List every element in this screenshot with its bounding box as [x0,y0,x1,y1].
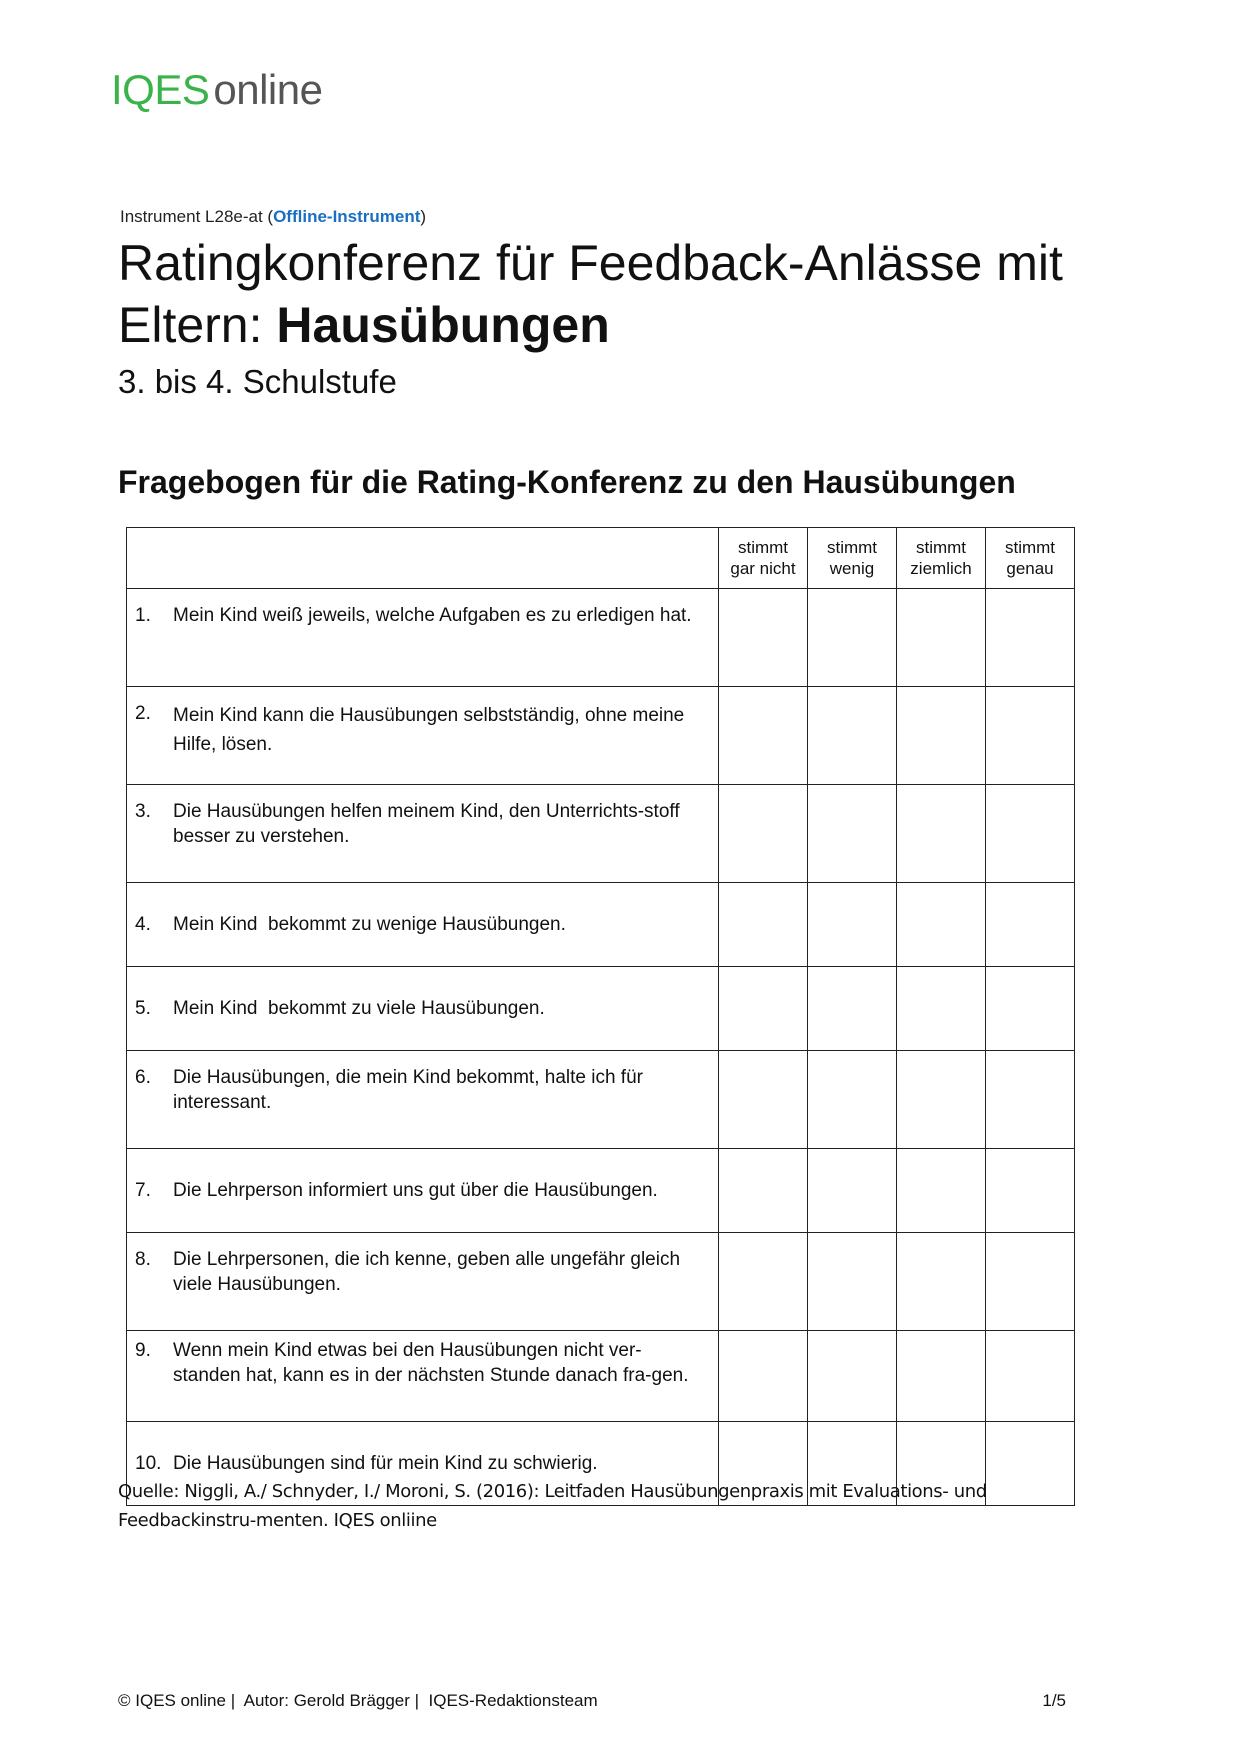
rating-cell-genau[interactable] [986,1149,1075,1233]
rating-cell-ziemlich[interactable] [897,883,986,967]
rating-cell-wenig[interactable] [808,1149,897,1233]
logo-iqes-text: IQES [111,66,210,113]
rating-cell-genau[interactable] [986,785,1075,883]
iqes-logo [111,66,322,114]
statement-cell [127,1051,719,1149]
rating-cell-wenig[interactable] [808,967,897,1051]
item-text: Die Hausübungen helfen meinem Kind, den Unterrichts-stoff besser zu verstehen. [173,801,680,847]
rating-cell-gar-nicht[interactable] [719,883,808,967]
table-row [127,1051,1075,1149]
rating-cell-wenig[interactable] [808,883,897,967]
rating-cell-gar-nicht[interactable] [719,1149,808,1233]
table-row [127,1233,1075,1331]
rating-table [126,527,1075,1506]
table-header-row [127,528,1075,589]
statement-cell [127,687,719,785]
rating-cell-wenig[interactable] [808,1331,897,1422]
rating-cell-gar-nicht[interactable] [719,1331,808,1422]
item-text: Die Hausübungen sind für mein Kind zu schwierig. [173,1453,598,1474]
title-line2-plain: Eltern: [118,297,277,353]
title-line1: Ratingkonferenz für Feedback-Anlässe mit [118,235,1063,291]
item-number: 5. [135,998,151,1019]
item-text: Wenn mein Kind etwas bei den Hausübungen nicht ver-standen hat, kann es in der nächsten Stunde danach fra-gen. [173,1340,689,1386]
rating-cell-wenig[interactable] [808,687,897,785]
rating-cell-ziemlich[interactable] [897,1051,986,1149]
item-number: 10. [135,1453,162,1474]
item-number: 3. [135,801,151,822]
rating-cell-genau[interactable] [986,1051,1075,1149]
header-statement-cell [127,528,719,589]
header-wenig: stimmt wenig [808,528,897,589]
rating-cell-genau[interactable] [986,883,1075,967]
instrument-line [120,206,426,228]
rating-cell-gar-nicht[interactable] [719,967,808,1051]
rating-cell-gar-nicht[interactable] [719,1051,808,1149]
rating-cell-ziemlich[interactable] [897,1233,986,1331]
rating-cell-ziemlich[interactable] [897,687,986,785]
rating-cell-wenig[interactable] [808,1233,897,1331]
item-number: 1. [135,605,151,626]
item-text: Mein Kind weiß jeweils, welche Aufgaben es zu erledigen hat. [173,605,692,626]
rating-cell-ziemlich[interactable] [897,785,986,883]
footer-credits: © IQES online | Autor: Gerold Brägger | IQES-Redaktionsteam [118,1691,598,1710]
statement-cell [127,883,719,967]
page-number: 1/5 [1042,1691,1066,1710]
rating-cell-ziemlich[interactable] [897,1149,986,1233]
table-row [127,785,1075,883]
rating-cell-wenig[interactable] [808,1051,897,1149]
instrument-suffix: ) [420,207,427,226]
table-row [127,589,1075,687]
item-text: Die Hausübungen, die mein Kind bekommt, halte ich für interessant. [173,1067,643,1113]
offline-instrument-link[interactable]: Offline-Instrument [273,207,421,226]
section-heading: Fragebogen für die Rating-Konferenz zu den Hausübungen [118,464,1016,500]
header-gar-nicht: stimmt gar nicht [719,528,808,589]
rating-cell-genau[interactable] [986,1331,1075,1422]
item-number: 7. [135,1180,151,1201]
statement-cell [127,967,719,1051]
rating-cell-gar-nicht[interactable] [719,589,808,687]
rating-cell-ziemlich[interactable] [897,967,986,1051]
document-title [118,232,1118,356]
table-row [127,1331,1075,1422]
table-row [127,687,1075,785]
source-citation: Quelle: Niggli, A./ Schnyder, I./ Moroni, S. (2016): Leitfaden Hausübungenpraxis mit Evaluations- und Feedbackinstru-menten. IQES onliine [118,1481,987,1531]
rating-cell-genau[interactable] [986,687,1075,785]
item-number: 2. [135,703,151,724]
rating-cell-genau[interactable] [986,589,1075,687]
item-text: Mein Kind bekommt zu wenige Hausübungen. [173,914,566,935]
rating-cell-ziemlich[interactable] [897,1331,986,1422]
table-row [127,1149,1075,1233]
rating-cell-wenig[interactable] [808,589,897,687]
statement-cell [127,785,719,883]
item-text: Die Lehrpersonen, die ich kenne, geben alle ungefähr gleich viele Hausübungen. [173,1249,681,1295]
rating-cell-gar-nicht[interactable] [719,687,808,785]
item-number: 9. [135,1340,151,1361]
item-text: Mein Kind kann die Hausübungen selbstständig, ohne meine Hilfe, lösen. [173,705,685,755]
instrument-prefix: Instrument L28e-at ( [120,207,274,226]
table-row [127,883,1075,967]
item-number: 8. [135,1249,151,1270]
statement-cell [127,1149,719,1233]
header-genau: stimmt genau [986,528,1075,589]
title-line2-bold: Hausübungen [276,297,610,353]
rating-cell-gar-nicht[interactable] [719,1233,808,1331]
item-text: Mein Kind bekommt zu viele Hausübungen. [173,998,545,1019]
rating-cell-wenig[interactable] [808,785,897,883]
statement-cell [127,1233,719,1331]
rating-cell-ziemlich[interactable] [897,589,986,687]
logo-online-text: online [213,66,323,113]
rating-cell-gar-nicht[interactable] [719,785,808,883]
rating-cell-genau[interactable] [986,1233,1075,1331]
table-row [127,967,1075,1051]
item-number: 6. [135,1067,151,1088]
rating-cell-genau[interactable] [986,967,1075,1051]
item-number: 4. [135,914,151,935]
item-text: Die Lehrperson informiert uns gut über die Hausübungen. [173,1180,658,1201]
grade-level: 3. bis 4. Schulstufe [118,363,397,400]
page-footer [118,1690,1066,1712]
statement-cell [127,589,719,687]
header-ziemlich: stimmt ziemlich [897,528,986,589]
statement-cell [127,1331,719,1422]
